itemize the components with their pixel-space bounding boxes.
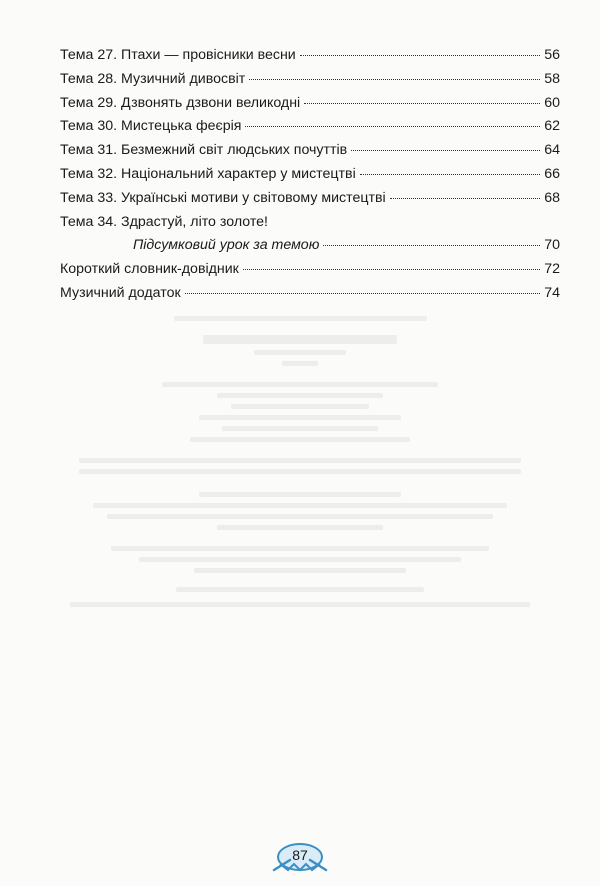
toc-entry-31[interactable] bbox=[60, 139, 560, 163]
page-number-badge bbox=[268, 840, 332, 874]
dot-leader bbox=[185, 292, 541, 294]
toc-entry-label: Тема 33. Українські мотиви у світовому мистецтві bbox=[60, 189, 386, 206]
toc-entry-label: Музичний додаток bbox=[60, 284, 181, 301]
toc-entry-label: Тема 30. Мистецька феєрія bbox=[60, 118, 242, 135]
toc-entry-32[interactable] bbox=[60, 163, 560, 187]
dot-leader bbox=[390, 197, 541, 199]
toc-entry-label: Тема 28. Музичний дивосвіт bbox=[60, 70, 246, 87]
toc-entry-page: 58 bbox=[544, 70, 560, 87]
bleed-through-texture bbox=[70, 310, 530, 613]
table-of-contents bbox=[60, 44, 560, 306]
toc-entry-34-lesson[interactable] bbox=[60, 234, 560, 258]
toc-entry-page: 62 bbox=[544, 118, 560, 135]
toc-entry-label: Підсумковий урок за темою bbox=[133, 237, 320, 254]
toc-entry-appendix[interactable] bbox=[60, 282, 560, 306]
toc-entry-label: Тема 31. Безмежний світ людських почуттів bbox=[60, 142, 348, 159]
toc-entry-page: 68 bbox=[544, 189, 560, 206]
toc-entry-29[interactable] bbox=[60, 92, 560, 116]
dot-leader bbox=[245, 125, 540, 127]
toc-entry-label: Тема 29. Дзвонять дзвони великодні bbox=[60, 94, 301, 111]
toc-entry-label: Тема 34. Здрастуй, літо золоте! bbox=[60, 213, 269, 230]
toc-entry-page: 64 bbox=[544, 142, 560, 159]
page-number: 87 bbox=[292, 847, 308, 863]
toc-entry-28[interactable] bbox=[60, 68, 560, 92]
toc-entry-label: Короткий словник-довідник bbox=[60, 261, 239, 278]
toc-entry-page: 60 bbox=[544, 94, 560, 111]
dot-leader bbox=[351, 149, 540, 151]
dot-leader bbox=[323, 244, 540, 246]
toc-entry-27[interactable] bbox=[60, 44, 560, 68]
toc-entry-page: 66 bbox=[544, 165, 560, 182]
dot-leader bbox=[304, 102, 540, 104]
toc-entry-page: 72 bbox=[544, 261, 560, 278]
toc-entry-page: 74 bbox=[544, 284, 560, 301]
toc-entry-page: 56 bbox=[544, 47, 560, 63]
toc-entry-label: Тема 27. Птахи — провісники весни bbox=[60, 47, 296, 63]
toc-entry-34[interactable] bbox=[60, 211, 560, 235]
toc-entry-glossary[interactable] bbox=[60, 258, 560, 282]
dot-leader bbox=[249, 78, 540, 80]
toc-entry-30[interactable] bbox=[60, 115, 560, 139]
toc-entry-page: 70 bbox=[544, 237, 560, 254]
dot-leader bbox=[360, 173, 540, 175]
dot-leader bbox=[300, 54, 540, 56]
dot-leader bbox=[243, 268, 540, 270]
toc-entry-33[interactable] bbox=[60, 187, 560, 211]
toc-entry-label: Тема 32. Національний характер у мистецтві bbox=[60, 165, 356, 182]
